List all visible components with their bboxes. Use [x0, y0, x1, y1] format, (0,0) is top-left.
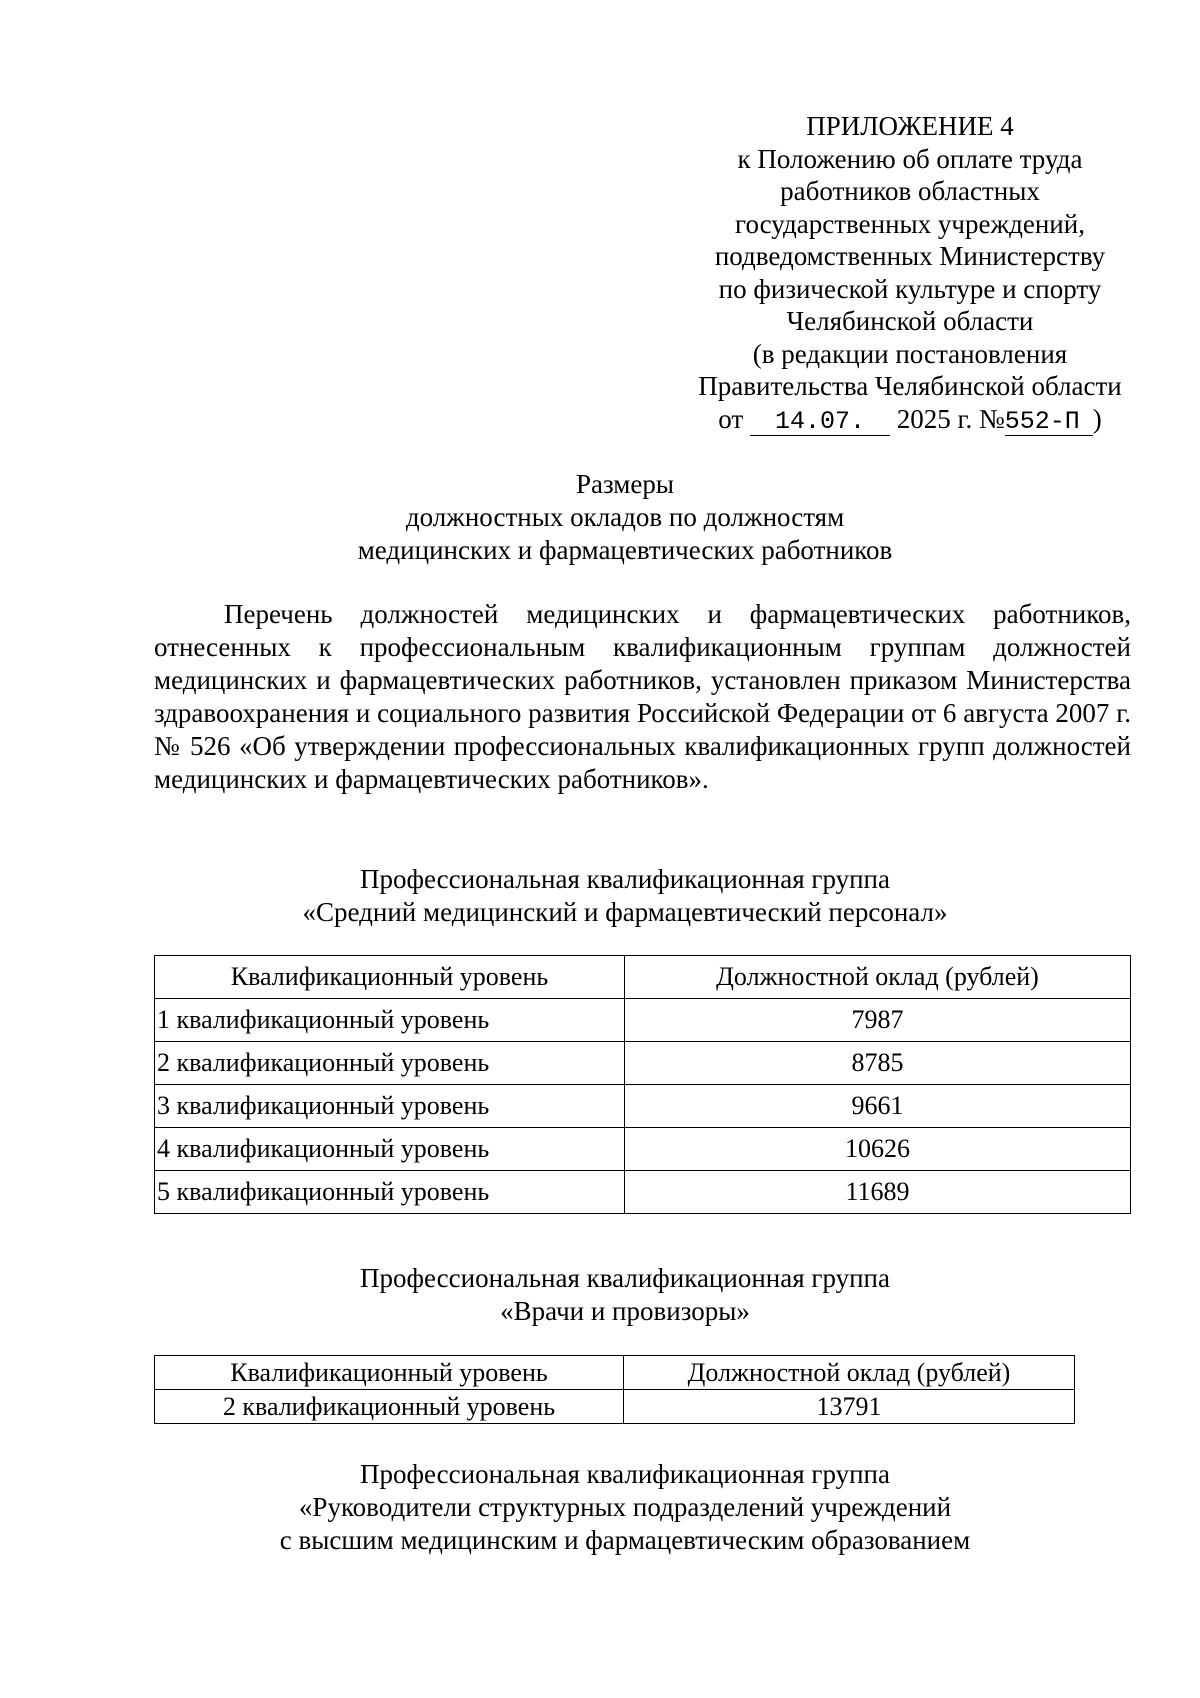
title-line: должностных окладов по должностям [405, 502, 845, 532]
salary-table-doctors [154, 1355, 1075, 1424]
level-cell: 4 квалификационный уровень [155, 1128, 625, 1171]
level-cell: 5 квалификационный уровень [155, 1171, 625, 1214]
table-row [155, 1128, 1131, 1171]
column-header-salary: Должностной оклад (рублей) [625, 956, 1131, 999]
salary-cell: 8785 [625, 1042, 1131, 1085]
level-cell: 2 квалификационный уровень [155, 1042, 625, 1085]
group-heading-line: Профессиональная квалификационная группа [360, 1263, 890, 1293]
table-row [155, 1085, 1131, 1128]
salary-cell: 10626 [625, 1128, 1131, 1171]
document-title [150, 468, 1100, 567]
table-row [155, 1042, 1131, 1085]
appendix-line: (в редакции постановления [752, 338, 1068, 369]
column-header-salary: Должностной оклад (рублей) [624, 1356, 1075, 1390]
date-filled-field: 14.07. [750, 409, 890, 436]
date-prefix: от [718, 403, 744, 434]
group-heading-line: «Средний медицинский и фармацевтический персонал» [302, 897, 948, 927]
appendix-line: к Положению об оплате труда [737, 143, 1083, 174]
appendix-line: подведомственных Министерству [714, 241, 1106, 271]
appendix-title: ПРИЛОЖЕНИЕ 4 [806, 111, 1014, 141]
salary-cell: 7987 [625, 999, 1131, 1042]
closing-paren: ) [1092, 403, 1102, 434]
table-header-row [155, 956, 1131, 999]
title-line: медицинских и фармацевтических работников [357, 535, 893, 565]
column-header-level: Квалификационный уровень [155, 956, 625, 999]
table-row [155, 1390, 1075, 1424]
resolution-number-field: 552-П [1005, 409, 1093, 436]
salary-cell: 11689 [625, 1171, 1131, 1214]
group-heading-managers [150, 1458, 1100, 1557]
appendix-line: работников областных [780, 176, 1040, 206]
appendix-header [640, 110, 1180, 436]
appendix-line: по физической культуре и спорту [718, 273, 1102, 304]
salary-table-nursing [154, 955, 1131, 1214]
title-line: Размеры [576, 469, 674, 499]
level-cell: 3 квалификационный уровень [155, 1085, 625, 1128]
appendix-line: Правительства Челябинской области [698, 371, 1122, 401]
group-heading-doctors [150, 1262, 1100, 1328]
group-heading-nursing [150, 863, 1100, 929]
table-row [155, 999, 1131, 1042]
appendix-line: государственных учреждений, [735, 208, 1085, 239]
resolution-date-line [640, 403, 1180, 436]
salary-cell: 9661 [625, 1085, 1131, 1128]
group-heading-line: «Врачи и провизоры» [500, 1296, 750, 1326]
group-heading-line: Профессиональная квалификационная группа [360, 864, 890, 894]
level-cell: 2 квалификационный уровень [155, 1390, 624, 1424]
group-heading-line: с высшим медицинским и фармацевтическим образованием [279, 1525, 971, 1555]
intro-paragraph: Перечень должностей медицинских и фармацевтических работников, отнесенных к профессиональным квалификационным группам должностей медицинских и фармацевтических работников, установлен приказом Министерства здравоохранения и социального развития Российской Федерации от 6 августа 2007 г. № 526 «Об утверждении профессиональных квалификационных групп должностей медицинских и фармацевтических работников». [154, 599, 1131, 794]
year-number-label: 2025 г. № [896, 403, 1005, 434]
column-header-level: Квалификационный уровень [155, 1356, 624, 1390]
group-heading-line: Профессиональная квалификационная группа [360, 1459, 890, 1489]
table-header-row [155, 1356, 1075, 1390]
table-row [155, 1171, 1131, 1214]
salary-cell: 13791 [624, 1390, 1075, 1424]
level-cell: 1 квалификационный уровень [155, 999, 625, 1042]
group-heading-line: «Руководители структурных подразделений учреждений [298, 1492, 952, 1522]
appendix-line: Челябинской области [786, 306, 1034, 336]
